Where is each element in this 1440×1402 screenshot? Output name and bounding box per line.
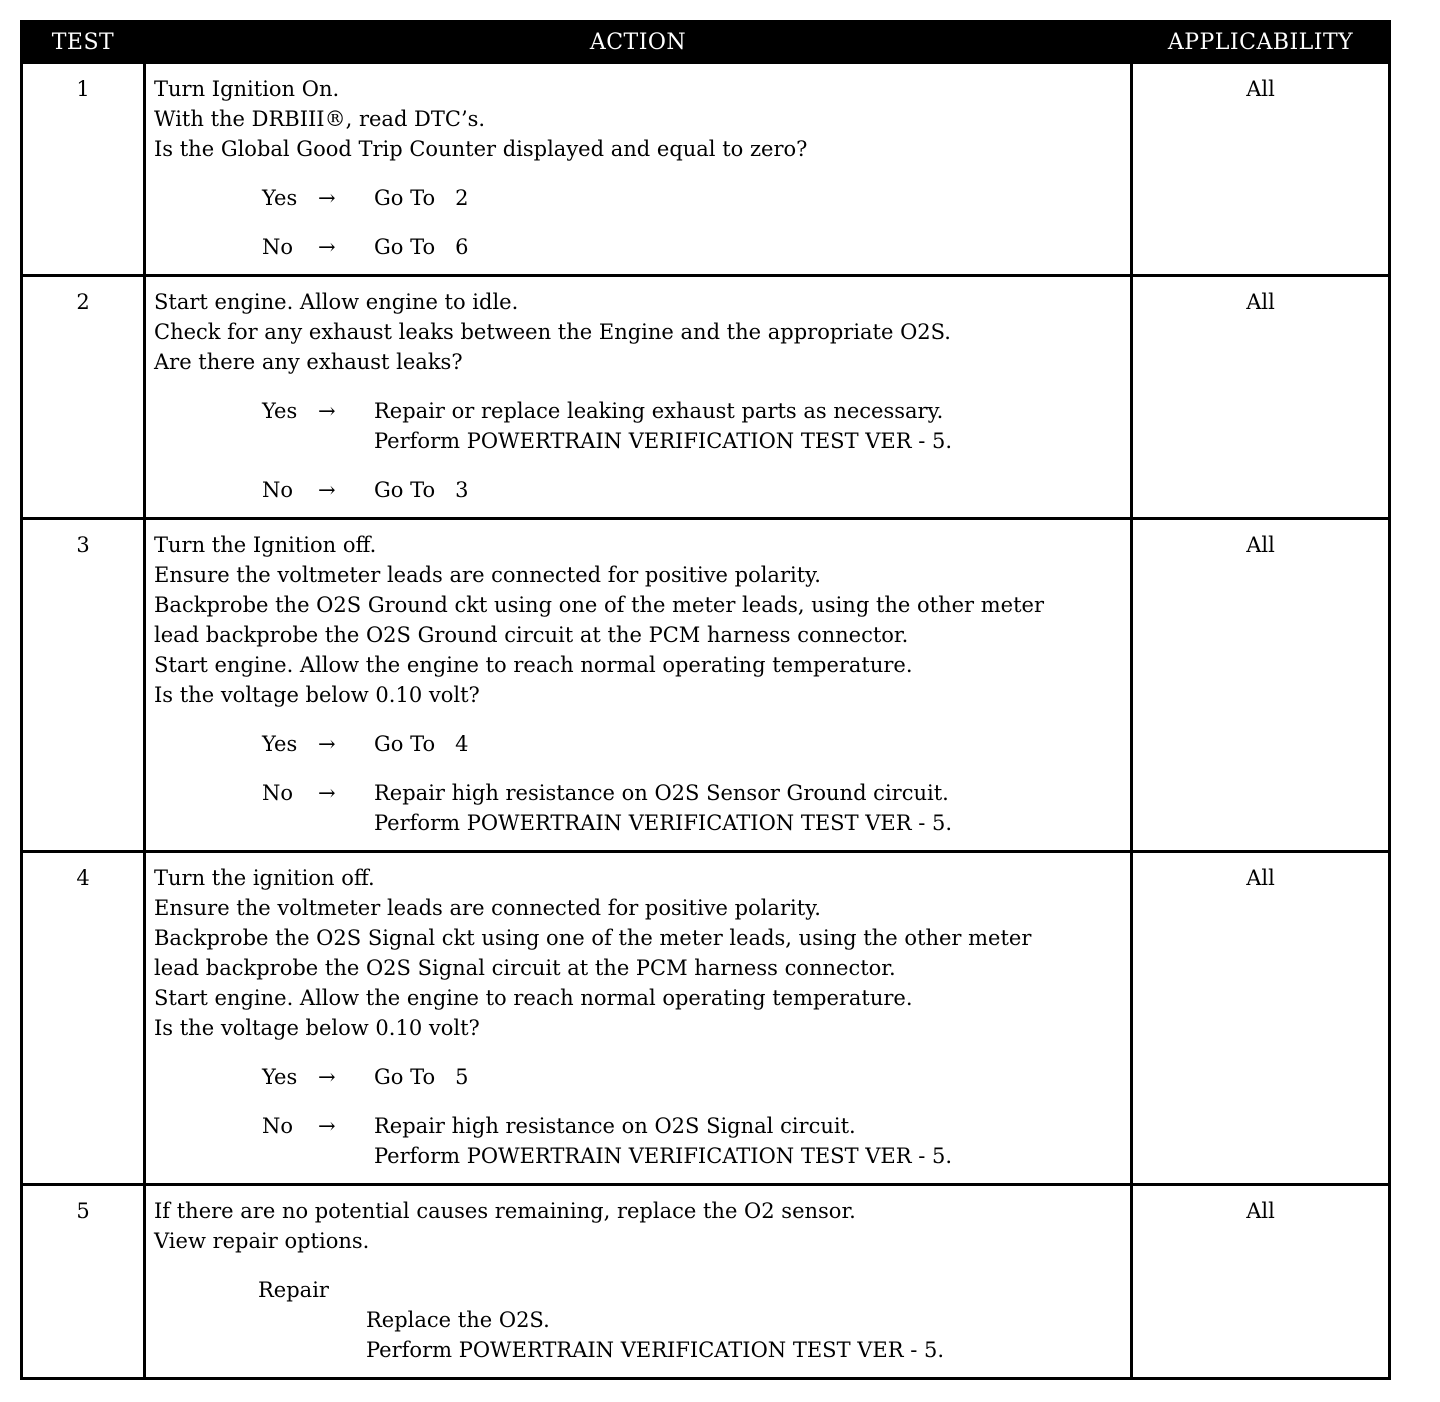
- outcome-result-line: Go To 3: [374, 478, 469, 502]
- applicability-value: All: [1132, 519, 1390, 852]
- action-step: Are there any exhaust leaks?: [154, 350, 463, 374]
- outcome-result: [374, 396, 952, 456]
- arrow-right-icon: →: [318, 235, 336, 259]
- action-step: Turn the Ignition off.: [154, 533, 377, 557]
- arrow-right-icon: →: [318, 1065, 336, 1089]
- applicability-value: All: [1132, 276, 1390, 519]
- outcome-answer: Yes: [262, 1065, 298, 1089]
- action-step: Backprobe the O2S Ground ckt using one of the meter leads, using the other meter: [154, 593, 1045, 617]
- outcome-no: [154, 475, 1124, 505]
- outcome-result-line: Go To 6: [374, 235, 469, 259]
- table-row: [22, 852, 1390, 1185]
- table-header-row: [22, 22, 1390, 63]
- header-test: TEST: [22, 22, 145, 63]
- action-step: Backprobe the O2S Signal ckt using one of the meter leads, using the other meter: [154, 926, 1032, 950]
- arrow-right-icon: →: [318, 1114, 336, 1138]
- test-number: 1: [22, 63, 145, 276]
- outcome-result-line: Go To 4: [374, 732, 469, 756]
- action-step: Is the voltage below 0.10 volt?: [154, 683, 480, 707]
- repair-label: Repair: [258, 1278, 329, 1302]
- outcome-no: [154, 778, 1124, 838]
- diagnostic-test-table: [20, 20, 1391, 1380]
- repair-line: Perform POWERTRAIN VERIFICATION TEST VER - 5.: [366, 1338, 945, 1362]
- action-step: If there are no potential causes remaining, replace the O2 sensor.: [154, 1199, 856, 1223]
- action-step: Turn Ignition On.: [154, 77, 340, 101]
- action-step: View repair options.: [154, 1229, 370, 1253]
- outcome-result: [374, 232, 469, 262]
- arrow-right-icon: →: [318, 399, 336, 423]
- header-action: ACTION: [145, 22, 1132, 63]
- test-number: 2: [22, 276, 145, 519]
- outcome-result: [374, 778, 952, 838]
- outcome-answer: No: [262, 781, 294, 805]
- outcome-result: [374, 183, 469, 213]
- outcome-result-line: Repair high resistance on O2S Signal circuit.: [374, 1114, 856, 1138]
- outcome-result: [374, 475, 469, 505]
- test-number: 4: [22, 852, 145, 1185]
- table-row: [22, 1185, 1390, 1379]
- action-step: Start engine. Allow the engine to reach normal operating temperature.: [154, 986, 913, 1010]
- outcome-result-line: Perform POWERTRAIN VERIFICATION TEST VER - 5.: [374, 1144, 953, 1168]
- outcome-result: [374, 1062, 469, 1092]
- repair-line: Replace the O2S.: [366, 1308, 550, 1332]
- action-step: Ensure the voltmeter leads are connected for positive polarity.: [154, 563, 821, 587]
- outcome-result-line: Repair or replace leaking exhaust parts as necessary.: [374, 399, 944, 423]
- applicability-value: All: [1132, 852, 1390, 1185]
- outcome-answer: No: [262, 1114, 294, 1138]
- outcome-answer: Yes: [262, 399, 298, 423]
- arrow-right-icon: →: [318, 478, 336, 502]
- arrow-right-icon: →: [318, 732, 336, 756]
- table-body: [22, 63, 1390, 1379]
- action-step: Check for any exhaust leaks between the Engine and the appropriate O2S.: [154, 320, 951, 344]
- action-cell: [145, 63, 1132, 276]
- action-step: With the DRBIII®, read DTC’s.: [154, 107, 486, 131]
- outcome-result-line: Perform POWERTRAIN VERIFICATION TEST VER - 5.: [374, 811, 953, 835]
- action-cell: [145, 1185, 1132, 1379]
- outcome-answer: Yes: [262, 732, 298, 756]
- action-step: lead backprobe the O2S Signal circuit at the PCM harness connector.: [154, 956, 896, 980]
- arrow-right-icon: →: [318, 186, 336, 210]
- table-row: [22, 519, 1390, 852]
- outcome-no: [154, 1111, 1124, 1171]
- action-step: Start engine. Allow the engine to reach normal operating temperature.: [154, 653, 913, 677]
- test-number: 5: [22, 1185, 145, 1379]
- outcome-yes: [154, 183, 1124, 213]
- action-step: Start engine. Allow engine to idle.: [154, 290, 519, 314]
- table-row: [22, 276, 1390, 519]
- arrow-right-icon: →: [318, 781, 336, 805]
- outcome-result-line: Repair high resistance on O2S Sensor Ground circuit.: [374, 781, 949, 805]
- action-step: Ensure the voltmeter leads are connected for positive polarity.: [154, 896, 821, 920]
- outcome-result-line: Perform POWERTRAIN VERIFICATION TEST VER - 5.: [374, 429, 953, 453]
- action-cell: [145, 276, 1132, 519]
- outcome-answer: Yes: [262, 186, 298, 210]
- action-step: Is the voltage below 0.10 volt?: [154, 1016, 480, 1040]
- outcome-yes: [154, 1062, 1124, 1092]
- outcome-yes: [154, 729, 1124, 759]
- outcome-answer: No: [262, 478, 294, 502]
- applicability-value: All: [1132, 1185, 1390, 1379]
- test-number: 3: [22, 519, 145, 852]
- header-applicability: APPLICABILITY: [1132, 22, 1390, 63]
- table-row: [22, 63, 1390, 276]
- action-cell: [145, 852, 1132, 1185]
- repair-lines: [258, 1305, 1124, 1365]
- outcome-result: [374, 729, 469, 759]
- applicability-value: All: [1132, 63, 1390, 276]
- repair-block: [154, 1275, 1124, 1365]
- action-step: Is the Global Good Trip Counter displayed and equal to zero?: [154, 137, 808, 161]
- action-cell: [145, 519, 1132, 852]
- action-step: lead backprobe the O2S Ground circuit at the PCM harness connector.: [154, 623, 909, 647]
- action-step: Turn the ignition off.: [154, 866, 375, 890]
- outcome-no: [154, 232, 1124, 262]
- outcome-result-line: Go To 5: [374, 1065, 469, 1089]
- outcome-result-line: Go To 2: [374, 186, 469, 210]
- outcome-result: [374, 1111, 952, 1171]
- outcome-yes: [154, 396, 1124, 456]
- outcome-answer: No: [262, 235, 294, 259]
